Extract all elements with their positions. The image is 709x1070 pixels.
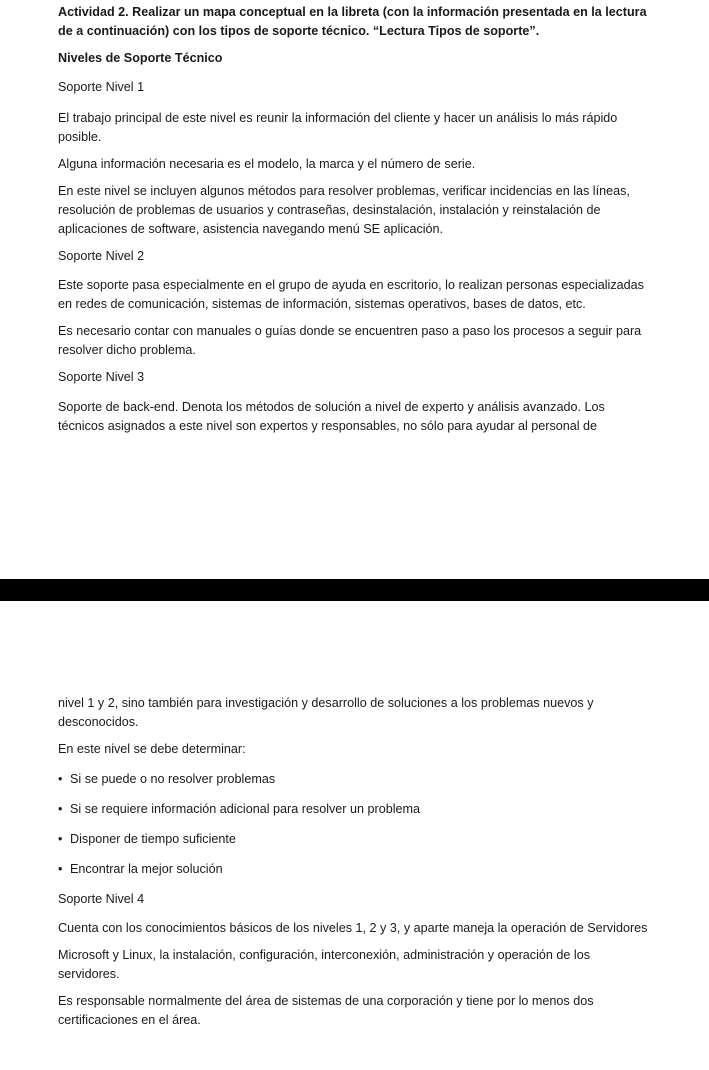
bullet-text: Si se puede o no resolver problemas — [70, 772, 276, 786]
level4-heading: Soporte Nivel 4 — [58, 892, 145, 906]
document-page-bottom — [58, 694, 648, 1030]
level1-paragraph-3: En este nivel se incluyen algunos métodos para resolver problemas, verificar incidencias en las líneas, resolución de problemas de usuarios y contraseñas, desinstalación, instalación y reinstalación de aplicaciones de software, asistencia navegando menú SE aplicación. — [58, 184, 630, 236]
level1-heading: Soporte Nivel 1 — [58, 80, 145, 94]
section-heading: Niveles de Soporte Técnico — [58, 51, 223, 65]
page-break-bar — [0, 579, 709, 601]
bullet-icon: • — [58, 802, 63, 816]
level3-heading: Soporte Nivel 3 — [58, 370, 145, 384]
level3-paragraph-1-start: Soporte de back-end. Denota los métodos de solución a nivel de experto y análisis avanzado. Los técnicos asignados a este nivel son expertos y responsables, no sólo para ayudar al personal de — [58, 400, 605, 433]
bullet-icon: • — [58, 832, 63, 846]
level1-paragraph-2: Alguna información necesaria es el modelo, la marca y el número de serie. — [58, 157, 476, 171]
bullet-item — [58, 800, 648, 819]
level3-paragraph-1-end: nivel 1 y 2, sino también para investigación y desarrollo de soluciones a los problemas nuevos y desconocidos. — [58, 696, 594, 729]
level4-paragraph-1: Cuenta con los conocimientos básicos de los niveles 1, 2 y 3, y aparte maneja la operación de Servidores — [58, 921, 648, 935]
bullet-text: Disponer de tiempo suficiente — [70, 832, 236, 846]
document-page-top — [58, 3, 648, 436]
bullet-item — [58, 830, 648, 849]
level4-paragraph-2: Microsoft y Linux, la instalación, configuración, interconexión, administración y operación de los servidores. — [58, 948, 591, 981]
level2-paragraph-2: Es necesario contar con manuales o guías donde se encuentren paso a paso los procesos a seguir para resolver dicho problema. — [58, 324, 642, 357]
level2-heading: Soporte Nivel 2 — [58, 249, 145, 263]
bullet-text: Encontrar la mejor solución — [70, 862, 223, 876]
bullet-icon: • — [58, 772, 63, 786]
bullet-icon: • — [58, 862, 63, 876]
level3-paragraph-2: En este nivel se debe determinar: — [58, 742, 246, 756]
level2-paragraph-1: Este soporte pasa especialmente en el grupo de ayuda en escritorio, lo realizan personas especializadas en redes de comunicación, sistemas de información, sistemas operativos, bases de datos, etc. — [58, 278, 644, 311]
level1-paragraph-1: El trabajo principal de este nivel es reunir la información del cliente y hacer un análisis lo más rápido posible. — [58, 111, 618, 144]
activity-title: Actividad 2. Realizar un mapa conceptual en la libreta (con la información presentada en la lectura de a continuación) con los tipos de soporte técnico. “Lectura Tipos de soporte”. — [58, 5, 647, 38]
bullet-item — [58, 770, 648, 789]
bullet-item — [58, 860, 648, 879]
bullet-text: Si se requiere información adicional para resolver un problema — [70, 802, 421, 816]
level4-paragraph-3: Es responsable normalmente del área de sistemas de una corporación y tiene por lo menos dos certificaciones en el área. — [58, 994, 594, 1027]
